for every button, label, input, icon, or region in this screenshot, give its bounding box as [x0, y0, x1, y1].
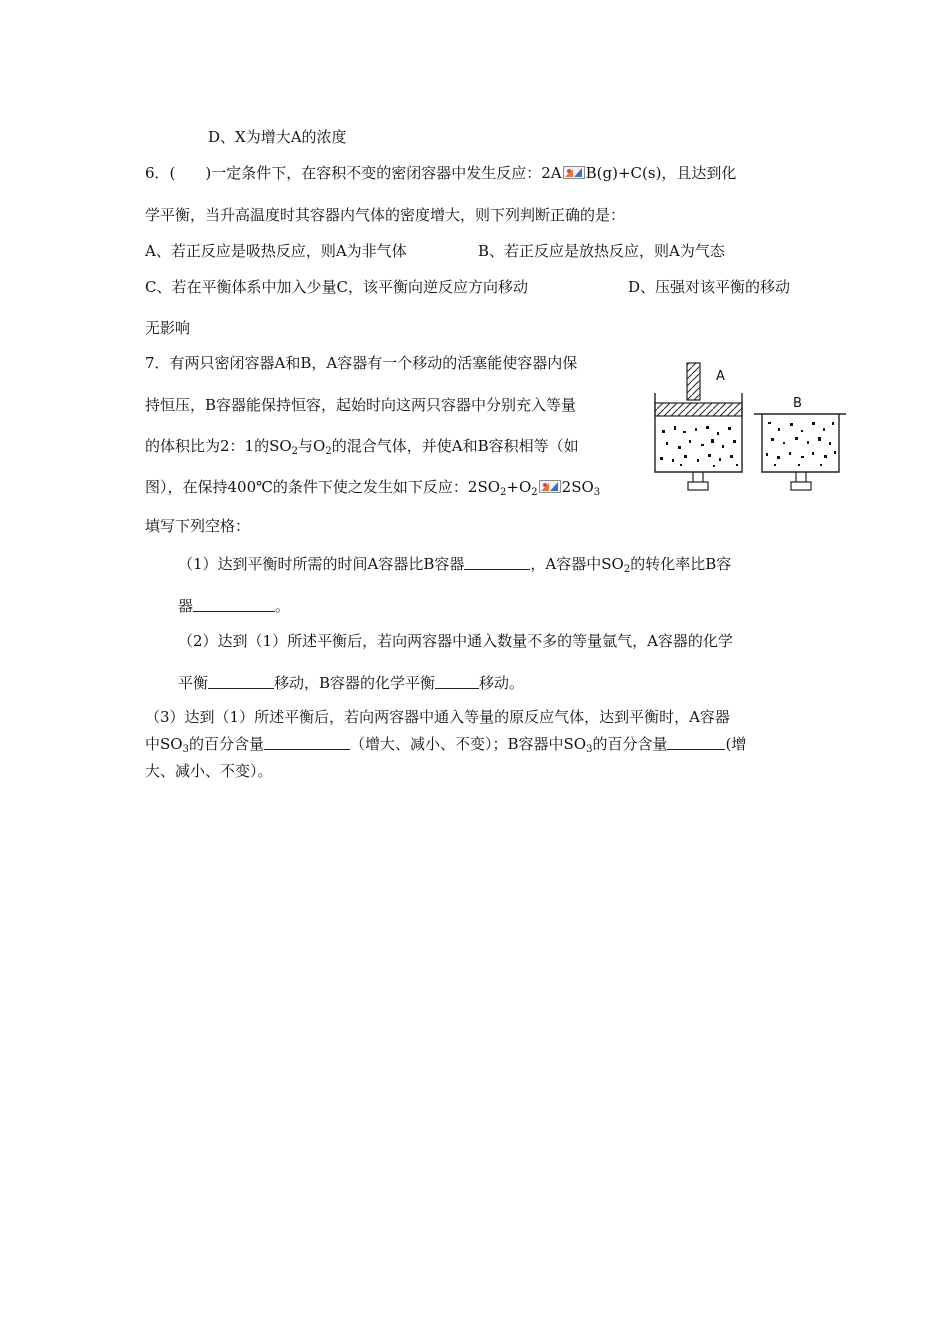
q7-sub2: （2）达到（1）所述平衡后，若向两容器中通入数量不多的等量氩气，A容器的化学	[178, 632, 733, 650]
container-b	[754, 396, 846, 490]
q7-line3	[145, 436, 579, 456]
containers-figure	[650, 360, 850, 498]
answer-blank[interactable]	[264, 735, 350, 750]
container-b-walls	[762, 414, 839, 472]
q7-line3-b: 与O	[298, 437, 326, 455]
q7-sub2-d: 移动。	[479, 674, 525, 692]
subscript: 3	[182, 744, 189, 755]
answer-blank[interactable]	[208, 674, 274, 689]
subscript: 2	[623, 564, 631, 575]
subscript: 2	[291, 446, 299, 457]
container-b-valve	[791, 482, 811, 490]
container-a-valve	[688, 482, 708, 490]
q7-sub3-line3: 大、减小、不变）。	[145, 762, 273, 780]
figure-label-b: B	[793, 396, 802, 411]
q7-line4-a: 图），在保持400℃的条件下使之发生如下反应：2SO	[145, 478, 501, 496]
q7-sub1-b: ，A容器中SO	[530, 555, 624, 573]
q6-option-a: A、若正反应是吸热反应，则A为非气体	[145, 242, 407, 260]
q6-stem-prefix: 6．( )一定条件下，在容积不变的密闭容器中发生反应：2A	[145, 164, 562, 182]
q6-option-b: B、若正反应是放热反应，则A为气态	[478, 242, 725, 260]
q7-line5: 填写下列空格：	[145, 517, 251, 535]
q7-line3-c: 的混合气体，并使A和B容积相等（如	[331, 437, 579, 455]
q7-line3-a: 的体积比为2：1的SO	[145, 437, 292, 455]
q7-sub2-c: 移动，B容器的化学平衡	[274, 674, 436, 692]
figure-label-a: A	[716, 369, 725, 384]
subscript: 2	[500, 487, 507, 498]
equilibrium-arrow-icon	[563, 166, 585, 179]
subscript: 3	[593, 487, 601, 498]
q7-sub1-c: 的转化率比B容	[630, 555, 732, 573]
q7-sub3-line2	[145, 734, 746, 754]
piston	[655, 403, 742, 416]
container-a-valve-stem	[693, 472, 703, 482]
container-b-valve-stem	[796, 472, 806, 482]
q6-option-d: D、压强对该平衡的移动	[628, 278, 791, 296]
answer-blank[interactable]	[193, 597, 275, 612]
q7-line4-c: 2SO	[561, 478, 594, 496]
gas-particles-a	[660, 426, 738, 467]
answer-blank[interactable]	[667, 735, 725, 750]
q7-sub2-cont	[178, 673, 524, 693]
q7-sub2-b: 平衡	[178, 674, 209, 692]
q7-sub1-e: 。	[275, 597, 291, 615]
q7-line1: 7．有两只密闭容器A和B，A容器有一个移动的活塞能使容器内保	[145, 354, 578, 372]
q6-option-c: C、若在平衡体系中加入少量C，该平衡向逆反应方向移动	[145, 278, 528, 296]
q6-stem-suffix: B(g)+C(s)，且达到化	[585, 164, 737, 182]
q7-line4-b: +O	[506, 478, 532, 496]
q7-line4	[145, 477, 600, 497]
q7-sub3-d: （增大、减小、不变）；B容器中SO	[349, 735, 587, 753]
container-a	[655, 363, 742, 490]
subscript: 2	[531, 487, 538, 498]
q6-line1	[145, 163, 736, 183]
q5-option-d: D、X为增大A的浓度	[208, 128, 347, 146]
q7-sub3-f: (增	[725, 735, 747, 753]
equilibrium-arrow-icon	[539, 480, 561, 493]
q7-sub1-a: （1）达到平衡时所需的时间A容器比B容器	[178, 555, 465, 573]
q7-sub3-b: 中SO	[145, 735, 183, 753]
q6-line2: 学平衡，当升高温度时其容器内气体的密度增大，则下列判断正确的是：	[145, 206, 626, 224]
q7-sub3: （3）达到（1）所述平衡后，若向两容器中通入等量的原反应气体，达到平衡时，A容器	[145, 708, 730, 726]
answer-blank[interactable]	[435, 674, 479, 689]
gas-particles-b	[766, 422, 836, 466]
q7-sub1	[178, 554, 731, 574]
q7-line2: 持恒压，B容器能保持恒容，起始时向这两只容器中分别充入等量	[145, 396, 577, 414]
q7-sub1-d: 器	[178, 597, 194, 615]
q6-option-d-continued: 无影响	[145, 319, 191, 337]
subscript: 3	[586, 744, 593, 755]
q7-sub1-cont	[178, 596, 290, 616]
q7-sub3-e: 的百分含量	[592, 735, 668, 753]
answer-blank[interactable]	[464, 555, 530, 570]
subscript: 2	[325, 446, 332, 457]
q7-sub3-c: 的百分含量	[188, 735, 264, 753]
piston-rod	[687, 363, 700, 400]
